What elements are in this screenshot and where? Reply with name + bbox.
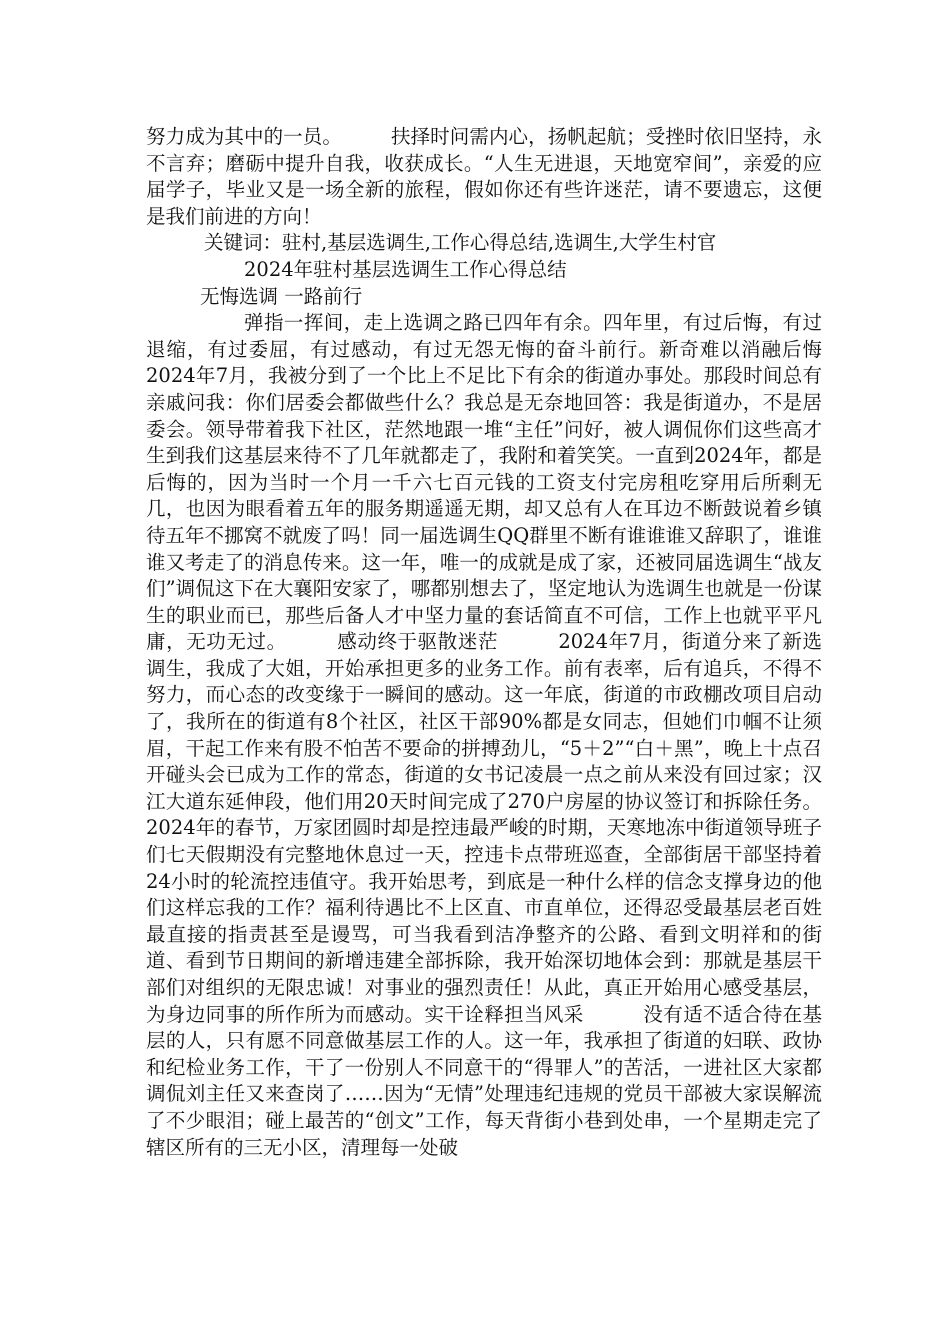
- document-page: [146, 124, 881, 1161]
- keywords-line: 关键词：驻村,基层选调生,工作心得总结,选调生,大学生村官: [204, 231, 717, 255]
- intro-paragraph: 努力成为其中的一员。 扶择时问需内心，扬帆起航；受挫时依旧坚持，永不言弃；磨砺中提升自我，收获成长。“人生无进退，天地宽窄间”，亲爱的应届学子，毕业又是一场全新的旅程，假如你还有些许迷茫，请不要遗忘，这便是我们前进的方向！: [146, 125, 822, 228]
- body-paragraph: 弹指一挥间，走上选调之路已四年有余。四年里，有过后悔，有过退缩，有过委屈，有过感动，有过无怨无悔的奋斗前行。新奇难以消融后悔 2024年7月，我被分到了一个比上不足比下有余的街道办事处。那段时间总有亲戚问我：你们居委会都做些什么？我总是无奈地回答：我是街道办，不是居委会。领导带着我下社区，茫然地跟一堆“主任”问好，被人调侃你们这些高才生到我们这基层来待不了几年就都走了，我附和着笑笑。一直到2024年，都是后悔的，因为当时一个月一千六七百元钱的工资支付完房租吃穿用后所剩无几，也因为眼看着五年的服务期遥遥无期，却又总有人在耳边不断鼓说着乡镇待五年不挪窝不就废了吗！同一届选调生QQ群里不断有谁谁谁又辞职了，谁谁谁又考走了的消息传来。这一年，唯一的成就是成了家，还被同届选调生“战友们”调侃这下在大襄阳安家了，哪都别想去了，坚定地认为选调生也就是一份谋生的职业而已，那些后备人才中坚力量的套话简直不可信，工作上也就平平凡庸，无功无过。 感动终于驱散迷茫 2024年7月，街道分来了新选调生，我成了大姐，开始承担更多的业务工作。前有表率，后有追兵，不得不努力，而心态的改变缘于一瞬间的感动。这一年底，街道的市政棚改项目启动了，我所在的街道有8个社区，社区干部90%都是女同志，但她们巾帼不让须眉，干起工作来有股不怕苦不要命的拼搏劲儿，“5＋2”“白＋黑”，晚上十点召开碰头会已成为工作的常态，街道的女书记凌晨一点之前从来没有回过家；汉江大道东延伸段，他们用20天时间完成了270户房屋的协议签订和拆除任务。2024年的春节，万家团圆时却是控违最严峻的时期，天寒地冻中街道领导班子们七天假期没有完整地休息过一天，控违卡点带班巡查，全部街居干部坚持着24小时的轮流控违值守。我开始思考，到底是一种什么样的信念支撑身边的他们这样忘我的工作？福利待遇比不上区直、市直单位，还得忍受最基层老百姓最直接的指责甚至是谩骂，可当我看到洁净整齐的公路、看到文明祥和的街道、看到节日期间的新增违建全部拆除，我开始深切地体会到：那就是基层干部们对组织的无限忠诚！对事业的强烈责任！从此，真正开始用心感受基层，为身边同事的所作所为而感动。实干诠释担当风采 没有适不适合待在基层的人，只有愿不同意做基层工作的人。这一年，我承担了街道的妇联、政协和纪检业务工作，干了一份别人不同意干的“得罪人”的苦活，一进社区大家都调侃刘主任又来查岗了……因为“无情”处理违纪违规的党员干部被大家误解流了不少眼泪；碰上最苦的“创文”工作，每天背街小巷到处串，一个星期走完了辖区所有的三无小区，清理每一处破: [146, 311, 881, 1159]
- document-title: 2024年驻村基层选调生工作心得总结: [244, 257, 567, 281]
- document-subtitle: 无悔选调 一路前行: [200, 284, 363, 308]
